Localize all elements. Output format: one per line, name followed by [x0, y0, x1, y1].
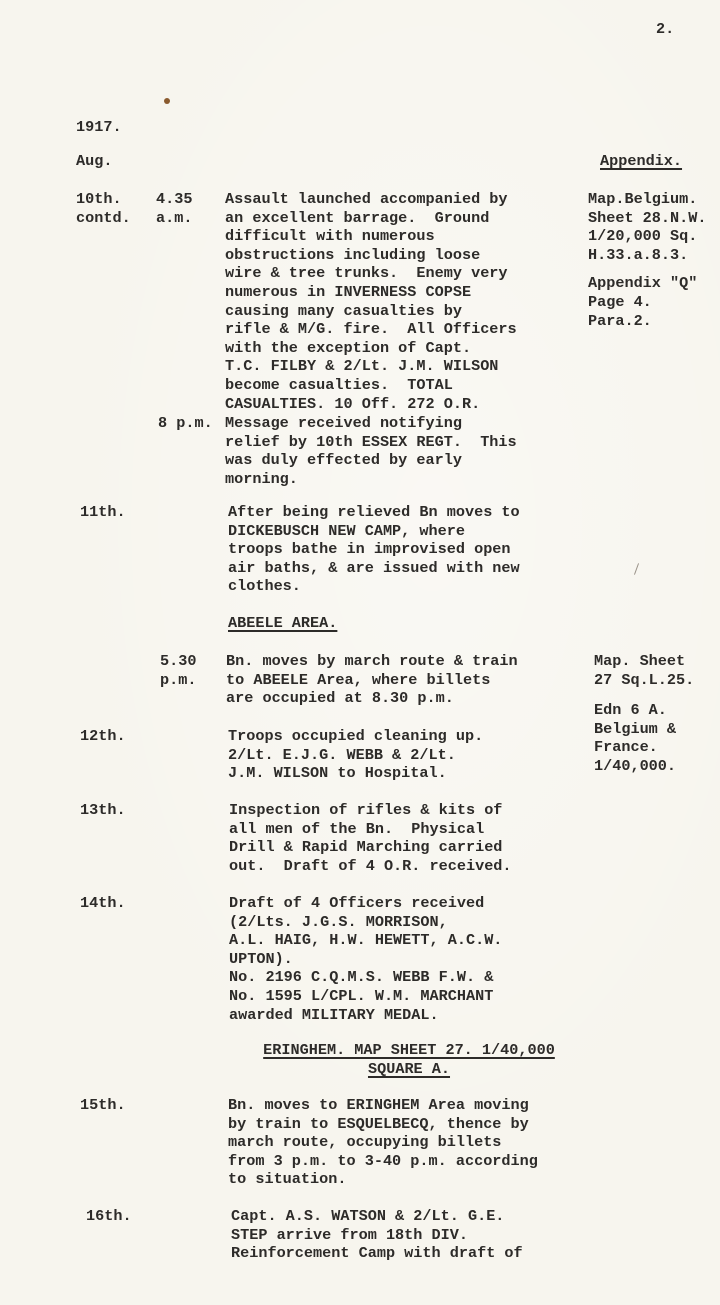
appendix-line: France.: [594, 738, 658, 757]
text-line: relief by 10th ESSEX REGT. This: [225, 432, 517, 451]
text-line: After being relieved Bn moves to: [228, 503, 520, 521]
date-line: 16th.: [86, 1207, 132, 1225]
text-line: out. Draft of 4 O.R. received.: [229, 856, 512, 875]
text-line: A.L. HAIG, H.W. HEWETT, A.C.W.: [229, 931, 503, 950]
time-line: 8 p.m.: [158, 414, 213, 432]
text-line: all men of the Bn. Physical: [229, 819, 485, 838]
entry-text: [226, 652, 518, 708]
entry-text: [228, 727, 483, 783]
text-line: DICKEBUSCH NEW CAMP, where: [228, 521, 465, 540]
text-line: from 3 p.m. to 3-40 p.m. according: [228, 1151, 538, 1170]
appendix-line: Page 4.: [588, 292, 652, 311]
entry-date: [80, 1096, 126, 1115]
month-label: Aug.: [76, 152, 113, 170]
date-line: 11th.: [80, 503, 126, 521]
text-line: troops bathe in improvised open: [228, 540, 511, 559]
appendix-column-header: Appendix.: [600, 152, 683, 170]
text-line: air baths, & are issued with new: [228, 558, 520, 577]
text-line: numerous in INVERNESS COPSE: [225, 282, 472, 301]
time-line: 5.30: [160, 652, 197, 670]
heading-line: ERINGHEM. MAP SHEET 27. 1/40,000: [263, 1041, 555, 1059]
appendix-line: Para.2.: [588, 311, 652, 330]
ink-spot: [164, 98, 170, 104]
date-line: 10th.: [76, 190, 122, 208]
date-line: contd.: [76, 208, 131, 227]
entry-text: [229, 801, 512, 875]
section-heading-abeele-area: ABEELE AREA.: [228, 614, 338, 632]
text-line: Reinforcement Camp with draft of: [231, 1244, 523, 1263]
entry-time: [160, 652, 196, 689]
appendix-line: 1/20,000 Sq.: [588, 227, 698, 246]
date-line: 14th.: [80, 894, 126, 912]
text-line: Inspection of rifles & kits of: [229, 801, 503, 819]
entry-date: [76, 190, 131, 227]
text-line: Drill & Rapid Marching carried: [229, 838, 503, 857]
text-line: by train to ESQUELBECQ, thence by: [228, 1114, 529, 1133]
entry-appendix: [588, 190, 706, 330]
appendix-line: Map.Belgium.: [588, 190, 698, 208]
pencil-mark: [634, 563, 639, 575]
entry-date: [80, 894, 126, 913]
text-line: J.M. WILSON to Hospital.: [228, 764, 447, 783]
appendix-line: 1/40,000.: [594, 756, 677, 775]
text-line: was duly effected by early: [225, 451, 462, 470]
text-line: No. 1595 L/CPL. W.M. MARCHANT: [229, 986, 494, 1005]
heading-line: SQUARE A.: [367, 1059, 451, 1078]
entry-text: [229, 894, 502, 1024]
text-line: CASUALTIES. 10 Off. 272 O.R.: [225, 394, 481, 413]
text-line: Draft of 4 Officers received: [229, 894, 485, 912]
date-line: 12th.: [80, 727, 126, 745]
text-line: Bn. moves to ERINGHEM Area moving: [228, 1096, 529, 1114]
appendix-line: H.33.a.8.3.: [588, 245, 689, 264]
text-line: become casualties. TOTAL: [225, 375, 453, 394]
text-line: Bn. moves by march route & train: [226, 652, 518, 670]
text-line: to ABEELE Area, where billets: [226, 670, 491, 689]
text-line: causing many casualties by: [225, 301, 462, 320]
appendix-line: 27 Sq.L.25.: [594, 670, 695, 689]
text-line: to situation.: [228, 1170, 347, 1189]
time-line: 4.35: [156, 190, 193, 208]
text-line: difficult with numerous: [225, 227, 435, 246]
appendix-spacer: [588, 264, 706, 274]
appendix-spacer: [594, 689, 694, 701]
date-line: 15th.: [80, 1096, 126, 1114]
page-number: 2.: [656, 20, 675, 38]
text-line: UPTON).: [229, 949, 293, 968]
date-line: 13th.: [80, 801, 126, 819]
year-label: 1917.: [76, 118, 122, 136]
entry-text: [225, 190, 517, 413]
text-line: an excellent barrage. Ground: [225, 208, 490, 227]
entry-text: [228, 1096, 538, 1189]
appendix-line: Appendix "Q": [588, 274, 698, 293]
appendix-line: Map. Sheet: [594, 652, 686, 670]
entry-date: [80, 503, 126, 522]
time-line: p.m.: [160, 670, 197, 689]
text-line: Capt. A.S. WATSON & 2/Lt. G.E.: [231, 1207, 505, 1225]
text-line: Assault launched accompanied by: [225, 190, 508, 208]
text-line: T.C. FILBY & 2/Lt. J.M. WILSON: [225, 357, 499, 376]
text-line: obstructions including loose: [225, 245, 481, 264]
text-line: (2/Lts. J.G.S. MORRISON,: [229, 912, 448, 931]
entry-date: [80, 727, 126, 746]
entry-date: [86, 1207, 132, 1226]
text-line: with the exception of Capt.: [225, 338, 472, 357]
entry-time: [156, 190, 192, 227]
text-line: 2/Lt. E.J.G. WEBB & 2/Lt.: [228, 745, 456, 764]
text-line: Message received notifying: [225, 414, 462, 432]
text-line: awarded MILITARY MEDAL.: [229, 1005, 439, 1024]
text-line: rifle & M/G. fire. All Officers: [225, 320, 517, 339]
text-line: No. 2196 C.Q.M.S. WEBB F.W. &: [229, 968, 494, 987]
appendix-line: Belgium &: [594, 719, 677, 738]
entry-appendix: [594, 652, 694, 776]
text-line: march route, occupying billets: [228, 1133, 502, 1152]
text-line: wire & tree trunks. Enemy very: [225, 264, 508, 283]
text-line: clothes.: [228, 577, 301, 596]
entry-date: [80, 801, 126, 820]
entry-text: [231, 1207, 523, 1263]
entry-text: [228, 503, 520, 596]
text-line: morning.: [225, 469, 298, 488]
text-line: are occupied at 8.30 p.m.: [226, 689, 454, 708]
section-heading-eringhem: [228, 1041, 590, 1078]
appendix-line: Sheet 28.N.W.: [588, 208, 707, 227]
entry-time: [158, 414, 213, 433]
time-line: a.m.: [156, 208, 193, 227]
text-line: Troops occupied cleaning up.: [228, 727, 484, 745]
text-line: STEP arrive from 18th DIV.: [231, 1225, 468, 1244]
entry-text: [225, 414, 517, 488]
appendix-line: Edn 6 A.: [594, 701, 667, 720]
